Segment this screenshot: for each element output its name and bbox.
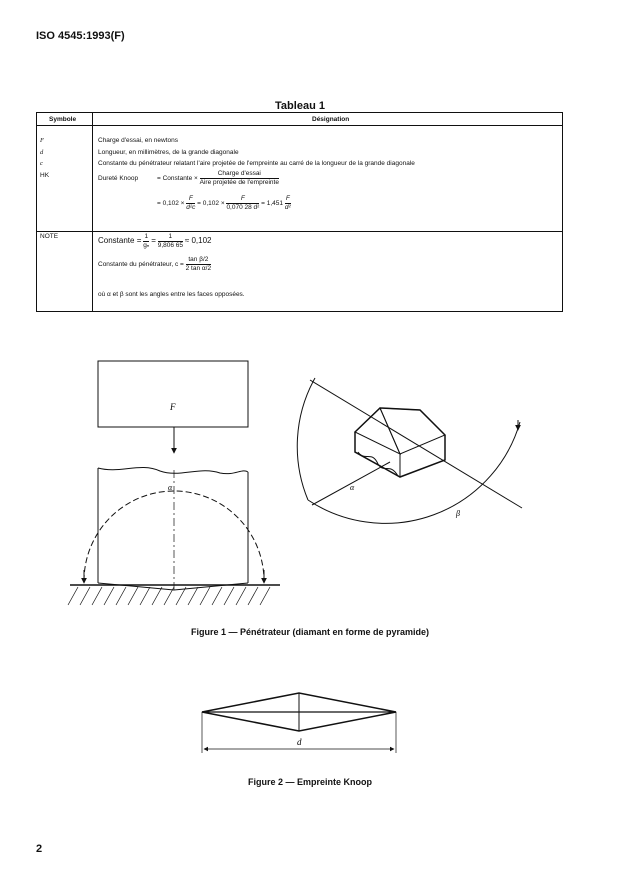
page-number: 2 [36, 843, 43, 855]
fraction [186, 256, 211, 273]
fraction-numerator: 1 [158, 233, 183, 242]
table-caption: Tableau 1 [275, 100, 325, 112]
hk-formula-line2 [157, 195, 291, 212]
label-F: F [170, 402, 176, 412]
pyramid-face-top [380, 408, 445, 454]
fraction-denominator: d²c [186, 204, 196, 211]
designation-cell: Constante du pénétrateur relatant l'aire projetée de l'empreinte au carré de la longueur de la grande diagonale [98, 160, 415, 167]
fraction-numerator: tan β/2 [186, 256, 211, 265]
note-line1 [98, 233, 211, 250]
fraction [158, 233, 183, 250]
beta-arc-upper [297, 378, 315, 500]
pyramid-face-left [355, 408, 400, 454]
table-column-divider [92, 113, 93, 311]
symbol-cell: HK [40, 172, 50, 179]
fraction-denominator: Aire projetée de l'empreinte [199, 179, 279, 186]
document-id: ISO 4545:1993(F) [36, 30, 125, 42]
hk-formula-line1 [157, 170, 279, 187]
fraction-numerator: Charge d'essai [200, 170, 279, 179]
fraction [200, 170, 279, 187]
figure-2-caption: Figure 2 — Empreinte Knoop [247, 777, 372, 787]
formula-text: = 1,451 [261, 200, 284, 208]
formula-text: Constante = [98, 236, 142, 246]
fraction [186, 195, 195, 212]
fraction [285, 195, 291, 212]
note-line3: où α et β sont les angles entre les faces opposées. [98, 291, 245, 298]
fraction-denominator: 0,070 28 d² [226, 204, 260, 211]
note-line2 [98, 256, 211, 273]
formula-text: = 0,102 × [197, 200, 225, 208]
indenter-break-line [98, 468, 248, 474]
fraction-denominator: 2 tan α/2 [185, 265, 212, 272]
fraction-numerator: F [226, 195, 259, 204]
table-header-symbol: Symbole [49, 116, 77, 123]
fraction-denominator: 9,806 65 [157, 242, 184, 249]
table-header-designation: Désignation [312, 116, 350, 123]
formula-text: = [151, 236, 156, 246]
figure-1-caption: Figure 1 — Pénétrateur (diamant en forme de pyramide) [190, 627, 430, 637]
fraction [226, 195, 259, 212]
figure-1-indenter [60, 340, 560, 620]
fraction-numerator: 1 [144, 233, 149, 240]
table-note-divider [37, 231, 562, 232]
formula-text: = Constante × [157, 175, 198, 183]
designation-cell: Dureté Knoop [98, 175, 139, 182]
designation-cell: Charge d'essai, en newtons [98, 137, 179, 144]
designation-cell: Longueur, en millimètres, de la grande diagonale [98, 149, 239, 156]
fraction-denominator: d² [284, 204, 291, 211]
note-label: NOTE [40, 233, 59, 240]
symbol-cell: d [40, 149, 44, 156]
label-alpha-left: α [168, 483, 173, 492]
label-beta: β [456, 509, 460, 518]
table-header-divider [37, 125, 562, 126]
table-1 [36, 112, 563, 312]
symbol-cell: c [40, 160, 43, 167]
symbol-cell: F [40, 137, 44, 144]
figure-2-knoop-impression [195, 685, 415, 760]
fraction-numerator: F [285, 195, 290, 202]
fraction-denominator: gₙ [143, 242, 150, 249]
label-alpha-right: α [350, 483, 355, 492]
label-d: d [297, 737, 302, 747]
formula-text: Constante du pénétrateur, c = [98, 261, 184, 269]
beta-arc-lower [308, 422, 520, 523]
fraction [143, 233, 149, 250]
load-block [98, 361, 248, 427]
formula-text: = 0,102 × [157, 200, 185, 208]
formula-text: ≈ 0,102 [184, 236, 212, 246]
fraction-numerator: F [186, 195, 195, 204]
